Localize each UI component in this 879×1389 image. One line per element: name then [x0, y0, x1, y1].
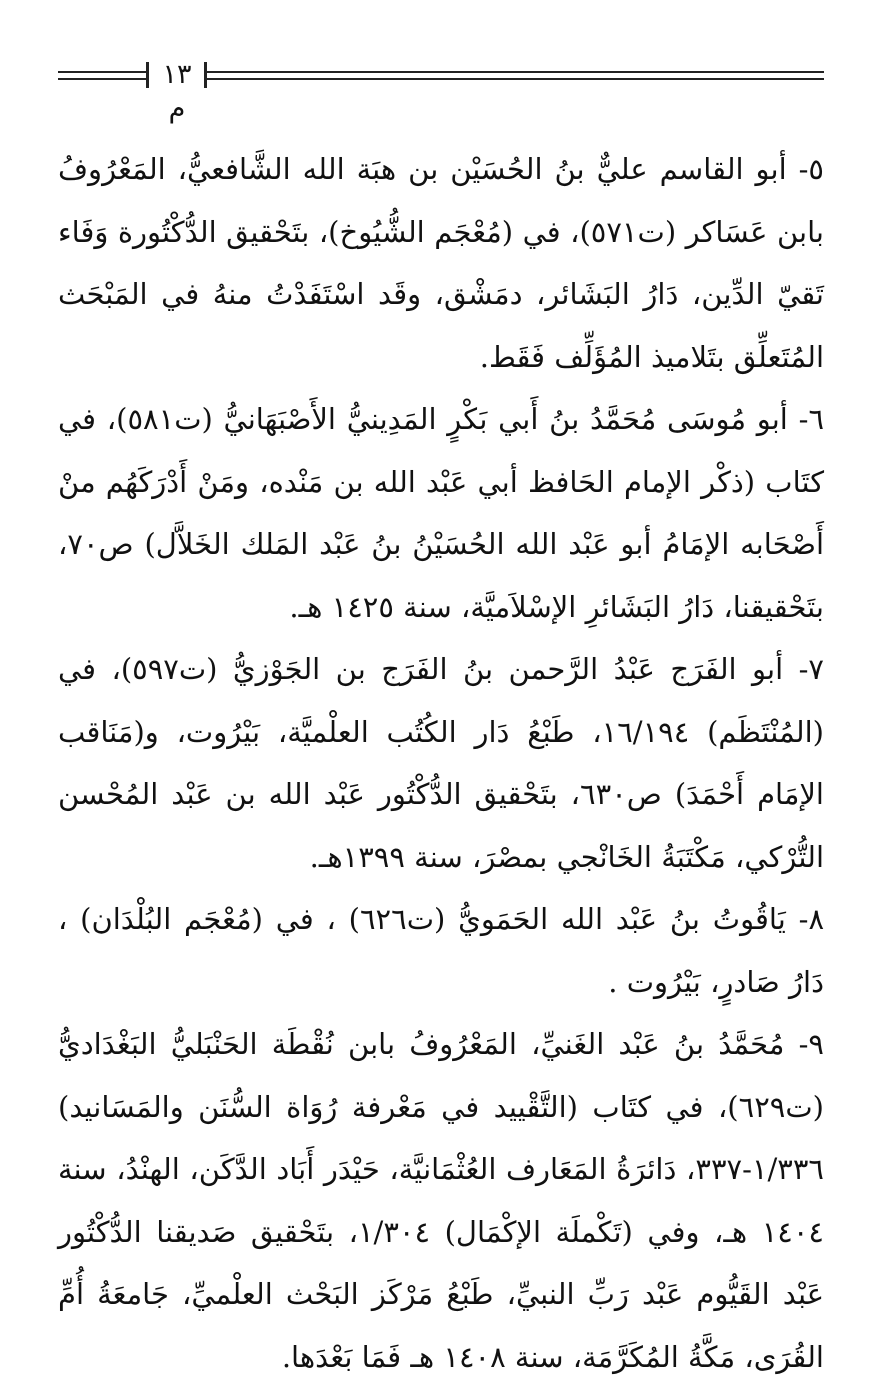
header-tick-left — [146, 62, 149, 88]
entry-number: ٨- — [798, 902, 825, 936]
list-item — [58, 888, 824, 1013]
list-item — [58, 638, 824, 888]
page-number: ١٣ م — [162, 59, 192, 124]
entry-number: ٦- — [798, 402, 825, 436]
entry-number: ٥- — [798, 152, 824, 186]
entry-text: مُحَمَّدُ بنُ عَبْد الغَنيِّ، المَعْرُوفُ بابن نُقْطَة الحَنْبَليُّ البَغْدَاديُّ (ت٦٢٩)، في كتَاب (التَّقْييد في مَعْرفة رُوَاة السُّنَن والمَسَانيد) ١/٣٣٦-٣٣٧، دَائرَةُ المَعَارف العُثْمَانيَّة، حَيْدَر أَبَاد الدَّكَن، الهنْدُ، سنة ١٤٠٤ هـ، وفي (تَكْملَة الإكْمَال) ١/٣٠٤، بتَحْقيق صَديقنا الدُّكْتُور عَبْد القَيُّوم عَبْد رَبِّ النبيِّ، طَبْعُ مَرْكَز البَحْث العلْميِّ، جَامعَةُ أُمِّ القُرَى، مَكَّةُ المُكَرَّمَة، سنة ١٤٠٨ هـ فَمَا بَعْدَها. — [58, 1027, 824, 1374]
list-item — [58, 388, 824, 638]
page-header — [56, 54, 828, 124]
entry-text: يَاقُوتُ بنُ عَبْد الله الحَمَويُّ (ت٦٢٦) ، في (مُعْجَم البُلْدَان) ، دَارُ صَادرٍ، بَيْرُوت . — [58, 902, 824, 999]
page-body — [58, 138, 824, 1388]
entry-number: ٧- — [798, 652, 824, 686]
entry-text: أبو القاسم عليٌّ بنُ الحُسَيْن بن هبَة الله الشَّافعيُّ، المَعْرُوفُ بابن عَسَاكر (ت٥٧١)، في (مُعْجَم الشُّيُوخ)، بتَحْقيق الدُّكْتُورة وَفَاء تَقيّ الدِّين، دَارُ البَشَائر، دمَشْق، وقَد اسْتَفَدْتُ منهُ في المَبْحَث المُتَعلِّق بتَلاميذ المُؤَلِّف فَقَط. — [58, 152, 824, 374]
entry-text: أبو مُوسَى مُحَمَّدُ بنُ أَبي بَكْرٍ المَدِينيُّ الأَصْبَهَانيُّ (ت٥٨١)، في كتَاب (ذكْر الإمام الحَافظ أبي عَبْد الله بن مَنْده، ومَنْ أَدْرَكَهُم منْ أَصْحَابه الإمَامُ أبو عَبْد الله الحُسَيْنُ بنُ عَبْد المَلك الخَلاَّل) ص٧٠، بتَحْقيقنا، دَارُ البَشَائرِ الإسْلاَميَّة، سنة ١٤٢٥ هـ. — [58, 402, 824, 624]
list-item — [58, 1013, 824, 1388]
header-rule-left — [58, 71, 146, 80]
header-rule-right — [206, 71, 824, 80]
entry-text: أبو الفَرَج عَبْدُ الرَّحمن بنُ الفَرَج بن الجَوْزيُّ (ت٥٩٧)، في (المُنْتَظَم) ١٦/١٩٤، طَبْعُ دَار الكُتُب العلْميَّة، بَيْرُوت، و(مَنَاقب الإمَام أَحْمَدَ) ص٦٣٠، بتَحْقيق الدُّكْتُور عَبْد الله بن عَبْد المُحْسن التُّرْكي، مَكْتَبَةُ الخَانْجي بمصْرَ، سنة ١٣٩٩هـ. — [58, 652, 824, 874]
list-item — [58, 138, 824, 388]
entry-number: ٩- — [798, 1027, 824, 1061]
